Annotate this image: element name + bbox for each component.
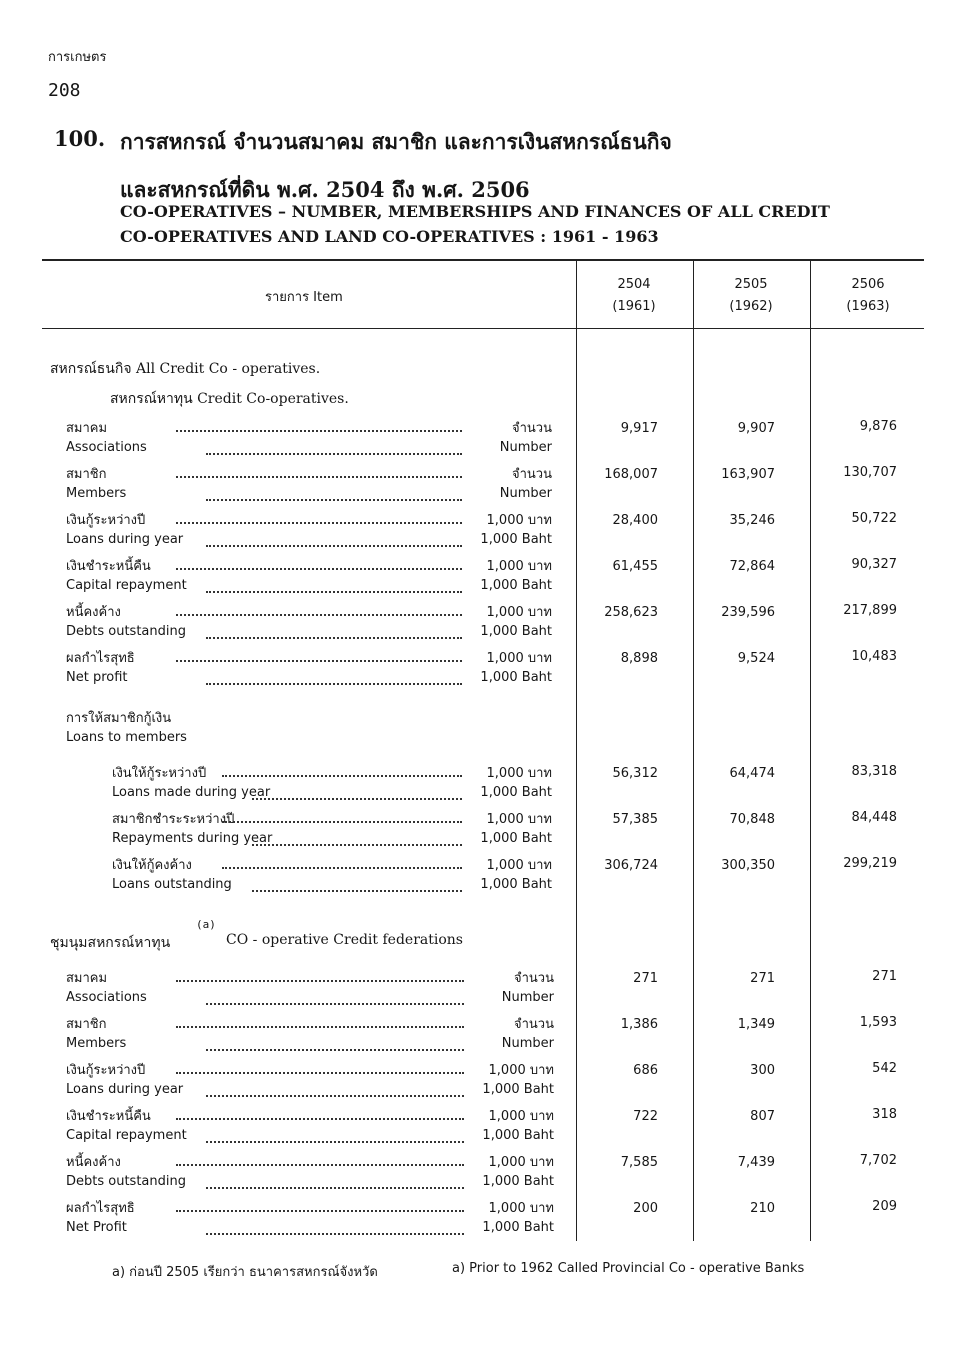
row-unit-eng: 1,000 Baht: [482, 1174, 554, 1189]
leader-dots: [176, 1209, 464, 1212]
leader-dots: [206, 636, 462, 639]
row-unit-thai: จำนวน: [514, 1017, 554, 1032]
row-unit-thai: จำนวน: [512, 421, 552, 436]
row-unit-thai: 1,000 บาท: [486, 766, 552, 781]
leader-dots: [206, 544, 462, 547]
table-cell-value: 722: [633, 1109, 658, 1124]
loans-heading-eng: Loans to members: [66, 730, 187, 745]
table-cell-value: 300: [750, 1063, 775, 1078]
column-divider-2: [693, 261, 694, 1241]
row-label-thai: หนี้คงค้าง: [66, 1155, 121, 1170]
row-unit-eng: 1,000 Baht: [480, 670, 552, 685]
row-unit-eng: 1,000 Baht: [480, 624, 552, 639]
leader-dots: [206, 682, 462, 685]
leader-dots: [176, 475, 462, 478]
loans-heading-thai: การให้สมาชิกกู้เงิน: [66, 711, 172, 726]
column-year-1962: (1962): [729, 299, 773, 314]
page-number: 208: [48, 80, 81, 101]
table-cell-value: 130,707: [843, 465, 897, 480]
row-label-thai: สมาชิก: [66, 1017, 107, 1032]
row-unit-thai: 1,000 บาท: [488, 1109, 554, 1124]
table-cell-value: 217,899: [843, 603, 897, 618]
leader-dots: [176, 659, 462, 662]
leader-dots: [176, 1025, 464, 1028]
table-cell-value: 9,917: [620, 421, 658, 436]
row-label-thai: สมาชิก: [66, 467, 107, 482]
leader-dots: [176, 979, 464, 982]
row-unit-eng: 1,000 Baht: [482, 1220, 554, 1235]
table-cell-value: 258,623: [604, 605, 658, 620]
row-label-eng: Debts outstanding: [66, 1174, 186, 1189]
table-cell-value: 239,596: [721, 605, 775, 620]
row-label-thai: ผลกำไรสุทธิ: [66, 651, 135, 666]
row-unit-thai: 1,000 บาท: [488, 1201, 554, 1216]
row-label-eng: Members: [66, 486, 127, 501]
row-unit-thai: 1,000 บาท: [486, 605, 552, 620]
leader-dots: [222, 866, 462, 869]
section-heading-all-credit: สหกรณ์ธนกิจ All Credit Co - operatives.: [50, 361, 321, 377]
footnote-thai: a) ก่อนปี 2505 เรียกว่า ธนาคารสหกรณ์จังหวัด: [112, 1265, 378, 1280]
title-thai-line2: และสหกรณ์ที่ดิน พ.ศ. 2504 ถึง พ.ศ. 2506: [120, 177, 530, 202]
column-year-1961: (1961): [612, 299, 656, 314]
table-cell-value: 28,400: [612, 513, 658, 528]
table-cell-value: 200: [633, 1201, 658, 1216]
row-label-eng: Associations: [66, 990, 147, 1005]
leader-dots: [176, 613, 462, 616]
row-label-eng: Net profit: [66, 670, 128, 685]
column-year-2504: 2504: [617, 277, 651, 292]
table-cell-value: 8,898: [620, 651, 658, 666]
table-cell-value: 686: [633, 1063, 658, 1078]
column-divider-1: [576, 261, 577, 1241]
title-english-line2: CO-OPERATIVES AND LAND CO-OPERATIVES : 1961 - 1963: [120, 227, 659, 246]
footnote-marker: (a): [196, 918, 216, 931]
section-heading-federations-thai: ชุมนุมสหกรณ์หาทุน: [50, 935, 171, 951]
table-cell-value: 807: [750, 1109, 775, 1124]
row-label-thai: สมาชิกชำระระหว่างปี: [112, 812, 235, 827]
table-number: 100.: [54, 126, 106, 151]
table-cell-value: 7,585: [620, 1155, 658, 1170]
running-head: การเกษตร: [48, 50, 107, 65]
row-label-eng: Net Profit: [66, 1220, 127, 1235]
table-cell-value: 168,007: [604, 467, 658, 482]
row-unit-eng: Number: [501, 1036, 554, 1051]
row-unit-thai: 1,000 บาท: [488, 1063, 554, 1078]
row-label-eng: Loans outstanding: [112, 877, 232, 892]
row-unit-eng: 1,000 Baht: [480, 578, 552, 593]
leader-dots: [206, 1094, 464, 1097]
row-label-eng: Loans made during year: [112, 785, 271, 800]
table-cell-value: 72,864: [729, 559, 775, 574]
column-year-2505: 2505: [734, 277, 768, 292]
row-label-eng: Repayments during year: [112, 831, 273, 846]
table-cell-value: 84,448: [851, 810, 897, 825]
section-heading-federations-eng: CO - operative Credit federations: [226, 932, 463, 948]
title-thai-line1: การสหกรณ์ จำนวนสมาคม สมาชิก และการเงินสหกรณ์ธนกิจ: [120, 129, 672, 154]
leader-dots: [206, 1186, 464, 1189]
leader-dots: [206, 1002, 464, 1005]
table-cell-value: 1,349: [737, 1017, 775, 1032]
leader-dots: [222, 820, 462, 823]
table-cell-value: 271: [872, 969, 897, 984]
table-cell-value: 9,907: [737, 421, 775, 436]
table-cell-value: 271: [750, 971, 775, 986]
row-label-eng: Loans during year: [66, 532, 184, 547]
row-unit-thai: จำนวน: [512, 467, 552, 482]
table-cell-value: 56,312: [612, 766, 658, 781]
table-cell-value: 7,439: [737, 1155, 775, 1170]
leader-dots: [206, 1048, 464, 1051]
leader-dots: [252, 889, 462, 892]
leader-dots: [252, 797, 462, 800]
row-label-thai: เงินกู้ระหว่างปี: [66, 513, 146, 528]
leader-dots: [176, 1163, 464, 1166]
table-header-rule: [42, 328, 924, 329]
row-label-thai: เงินกู้ระหว่างปี: [66, 1063, 146, 1078]
row-unit-eng: Number: [499, 486, 552, 501]
row-label-thai: เงินชำระหนี้คืน: [66, 1109, 151, 1124]
table-cell-value: 10,483: [851, 649, 897, 664]
table-cell-value: 1,593: [859, 1015, 897, 1030]
leader-dots: [252, 843, 462, 846]
row-label-thai: เงินให้กู้ระหว่างปี: [112, 766, 207, 781]
table-cell-value: 61,455: [612, 559, 658, 574]
leader-dots: [206, 452, 462, 455]
row-label-eng: Associations: [66, 440, 147, 455]
table-cell-value: 163,907: [721, 467, 775, 482]
table-cell-value: 70,848: [729, 812, 775, 827]
subheading-credit-cooperatives: สหกรณ์หาทุน Credit Co-operatives.: [110, 391, 349, 407]
table-cell-value: 9,524: [737, 651, 775, 666]
table-cell-value: 306,724: [604, 858, 658, 873]
leader-dots: [176, 1071, 464, 1074]
leader-dots: [206, 590, 462, 593]
table-cell-value: 299,219: [843, 856, 897, 871]
row-label-thai: เงินให้กู้คงค้าง: [112, 858, 192, 873]
leader-dots: [176, 1117, 464, 1120]
leader-dots: [206, 1140, 464, 1143]
leader-dots: [176, 567, 462, 570]
leader-dots: [222, 774, 462, 777]
row-label-eng: Capital repayment: [66, 578, 187, 593]
leader-dots: [206, 498, 462, 501]
row-label-eng: Debts outstanding: [66, 624, 186, 639]
row-unit-eng: Number: [501, 990, 554, 1005]
leader-dots: [176, 521, 462, 524]
item-column-header: รายการ Item: [265, 290, 343, 305]
table-cell-value: 209: [872, 1199, 897, 1214]
row-unit-eng: 1,000 Baht: [482, 1128, 554, 1143]
leader-dots: [206, 1232, 464, 1235]
row-unit-thai: 1,000 บาท: [488, 1155, 554, 1170]
row-label-thai: สมาคม: [66, 971, 108, 986]
table-cell-value: 210: [750, 1201, 775, 1216]
row-label-eng: Capital repayment: [66, 1128, 187, 1143]
row-unit-thai: จำนวน: [514, 971, 554, 986]
table-cell-value: 50,722: [851, 511, 897, 526]
column-year-1963: (1963): [846, 299, 890, 314]
table-cell-value: 57,385: [612, 812, 658, 827]
row-label-thai: ผลกำไรสุทธิ: [66, 1201, 135, 1216]
row-unit-thai: 1,000 บาท: [486, 559, 552, 574]
row-unit-thai: 1,000 บาท: [486, 858, 552, 873]
leader-dots: [176, 429, 462, 432]
footnote-english: a) Prior to 1962 Called Provincial Co - operative Banks: [452, 1261, 805, 1276]
row-unit-eng: Number: [499, 440, 552, 455]
row-unit-thai: 1,000 บาท: [486, 513, 552, 528]
column-divider-3: [810, 261, 811, 1241]
row-label-eng: Loans during year: [66, 1082, 184, 1097]
table-cell-value: 64,474: [729, 766, 775, 781]
table-cell-value: 300,350: [721, 858, 775, 873]
table-cell-value: 542: [872, 1061, 897, 1076]
row-label-thai: สมาคม: [66, 421, 108, 436]
table-cell-value: 318: [872, 1107, 897, 1122]
table-cell-value: 271: [633, 971, 658, 986]
row-unit-thai: 1,000 บาท: [486, 651, 552, 666]
table-cell-value: 90,327: [851, 557, 897, 572]
row-unit-eng: 1,000 Baht: [480, 877, 552, 892]
row-unit-thai: 1,000 บาท: [486, 812, 552, 827]
table-cell-value: 1,386: [620, 1017, 658, 1032]
row-unit-eng: 1,000 Baht: [480, 831, 552, 846]
table-cell-value: 83,318: [851, 764, 897, 779]
title-english-line1: CO-OPERATIVES – NUMBER, MEMBERSHIPS AND FINANCES OF ALL CREDIT: [120, 202, 830, 221]
table-cell-value: 35,246: [729, 513, 775, 528]
row-unit-eng: 1,000 Baht: [480, 532, 552, 547]
column-year-2506: 2506: [851, 277, 885, 292]
table-cell-value: 7,702: [859, 1153, 897, 1168]
table-top-rule: [42, 259, 924, 261]
row-unit-eng: 1,000 Baht: [482, 1082, 554, 1097]
row-unit-eng: 1,000 Baht: [480, 785, 552, 800]
row-label-thai: หนี้คงค้าง: [66, 605, 121, 620]
table-cell-value: 9,876: [859, 419, 897, 434]
row-label-thai: เงินชำระหนี้คืน: [66, 559, 151, 574]
row-label-eng: Members: [66, 1036, 127, 1051]
